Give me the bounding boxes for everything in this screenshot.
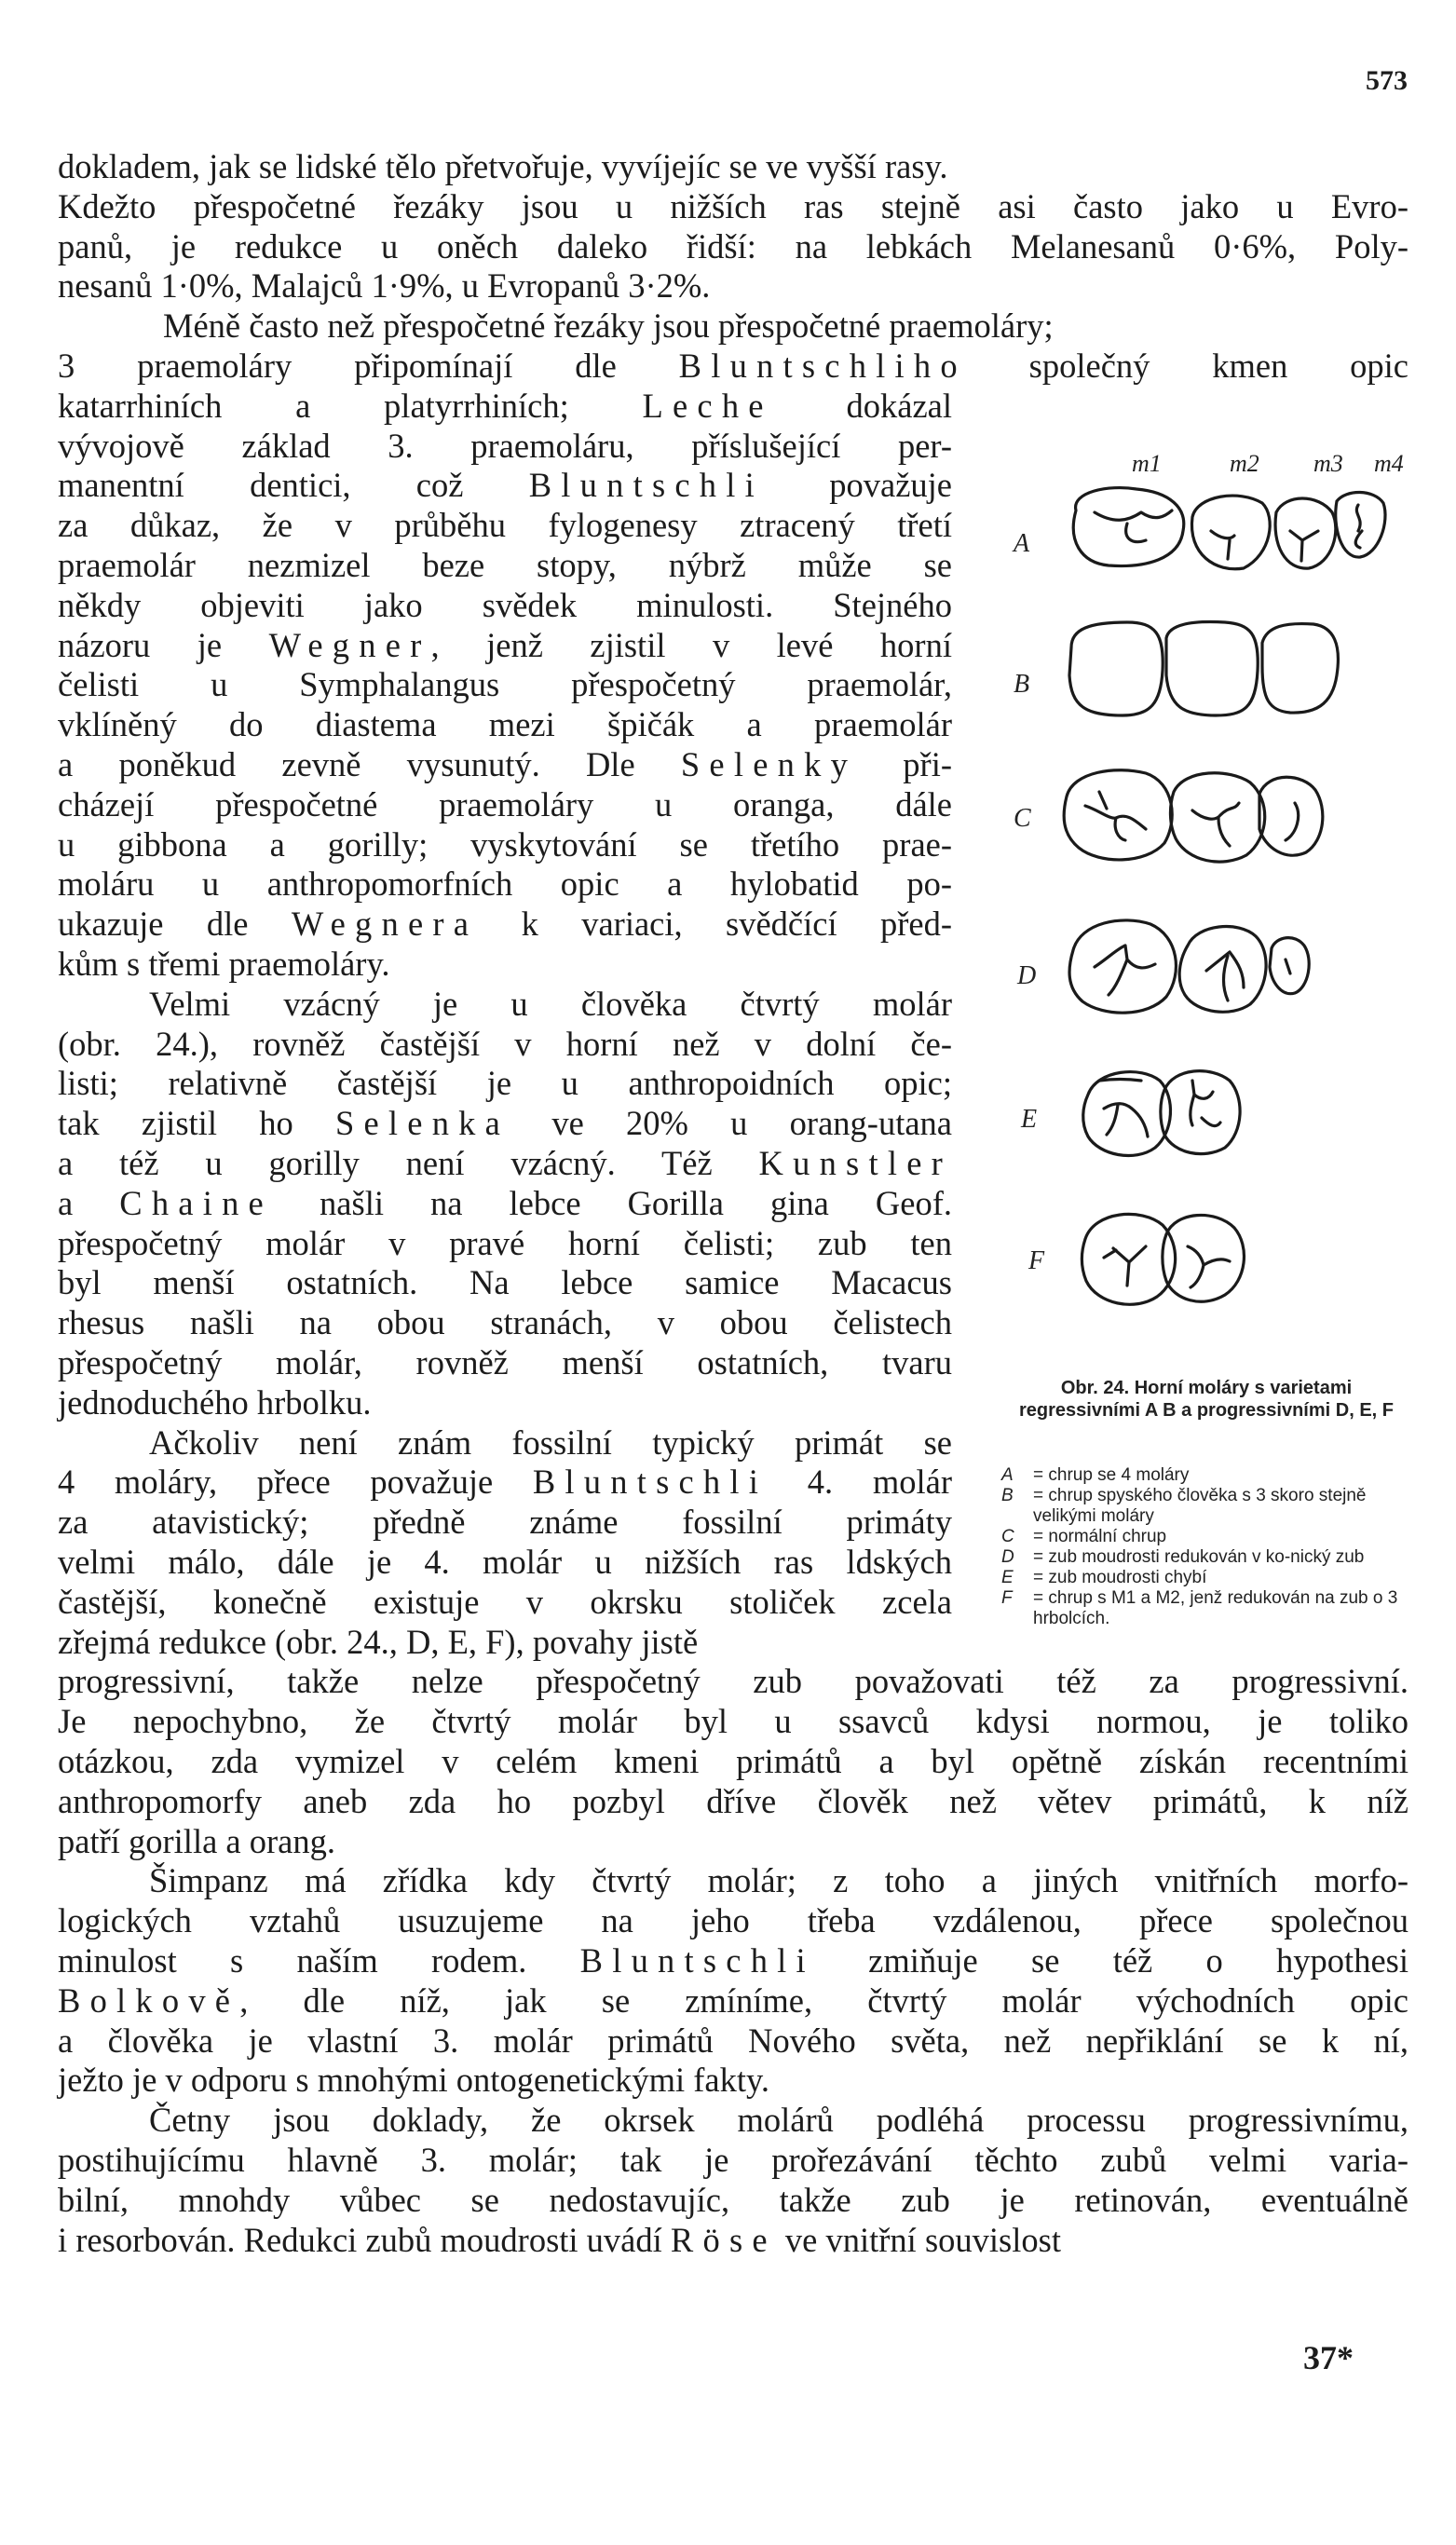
figure-legend [1001,1465,1411,1629]
text-line: jednoduchého hrbolku. [58,1382,372,1422]
text-line: minulost s naším rodem. Bluntschli zmiňuje se též o hypothesi [58,1941,1408,1980]
row-F-teeth [1082,1214,1244,1304]
legend-key: C [1001,1527,1014,1546]
text-line: 4 moláry, přece považuje Bluntschli 4. molár [58,1463,952,1502]
page-number: 573 [1366,65,1408,96]
row-label-D: D [1017,961,1037,990]
text-line: cházejí přespočetné praemoláry u oranga, dále [58,784,952,823]
legend-key: A [1001,1465,1014,1485]
text-line: čelisti u Symphalangus přespočetný praemolár, [58,665,952,704]
text-line: i resorbován. Redukci zubů moudrosti uvádí Röse ve vnitřní souvislost [58,2220,1061,2259]
row-E-teeth [1083,1071,1240,1156]
text-line: ježto je v odporu s mnohými ontogenetickými fakty. [58,2061,769,2100]
text-line: praemolár nezmizel beze stopy, nýbrž může se [58,546,952,584]
legend-item [1001,1588,1411,1629]
text-line: katarrhiních a platyrrhiních; Leche dokázal [58,386,952,425]
text-line: byl menší ostatních. Na lebce samice Macacus [58,1263,952,1302]
legend-item [1001,1486,1411,1527]
row-label-B: B [1014,670,1030,699]
text-line: Ačkoliv není znám fossilní typický primát se [149,1422,952,1462]
legend-text: = zub moudrosti chybí [1033,1568,1207,1587]
legend-text: = chrup se 4 moláry [1033,1465,1190,1485]
row-label-F: F [1028,1246,1045,1275]
row-A-teeth [1073,488,1385,569]
molar-label-m1: m1 [1132,450,1162,477]
text-line: názoru je Wegner, jenž zjistil v levé horní [58,625,952,664]
text-line: Méně často než přespočetné řezáky jsou přespočetné praemoláry; [163,306,1054,346]
row-D-teeth [1069,920,1309,1013]
text-line: rhesus našli na obou stranách, v obou čelistech [58,1303,952,1342]
text-line: za atavistický; předně známe fossilní primáty [58,1503,952,1542]
legend-text: = normální chrup [1033,1527,1167,1546]
text-line: patří gorilla a orang. [58,1821,335,1860]
row-B-teeth [1069,622,1338,715]
text-line: ukazuje dle Wegnera k variaci, svědčící před- [58,905,952,944]
text-line: bilní, mnohdy vůbec se nedostavujíc, takže zub je retinován, eventuálně [58,2180,1408,2219]
text-line: (obr. 24.), rovněž častější v horní než v dolní če- [58,1024,952,1063]
text-line: progressivní, takže nelze přespočetný zub považovati též za progressivní. [58,1662,1408,1701]
text-line: vývojově základ 3. praemoláru, příslušející per- [58,426,952,465]
text-line: a též u gorilly není vzácný. Též Kunstler [58,1144,952,1182]
text-line: u gibbona a gorilly; vyskytování se třetího prae- [58,824,952,864]
legend-text: = chrup spyského člověka s 3 skoro stejně velikými moláry [1033,1486,1367,1526]
figure-caption [1001,1377,1411,1422]
text-line: přespočetný molár v pravé horní čelisti; zub ten [58,1223,952,1262]
molar-label-m4: m4 [1374,450,1404,477]
text-line: otázkou, zda vymizel v celém kmeni primátů a byl opětně získán recentními [58,1742,1408,1780]
text-line: manentní dentici, což Bluntschli považuje [58,466,952,505]
text-line: moláru u anthropomorfních opic a hylobatid po- [58,864,952,904]
text-line: kům s třemi praemoláry. [58,945,390,983]
legend-item [1001,1568,1411,1588]
text-line: a Chaine našli na lebce Gorilla gina Geof. [58,1183,953,1222]
legend-key: F [1001,1588,1013,1608]
row-label-C: C [1014,804,1031,833]
text-line: 3 praemoláry připomínají dle Bluntschliho společný kmen opic [58,347,1409,385]
text-line: vklíněný do diastema mezi špičák a praemolár [58,705,952,744]
text-line: Četny jsou doklady, že okrsek molárů podléhá processu progressivnímu, [149,2101,1408,2140]
legend-key: B [1001,1486,1014,1505]
text-line: Velmi vzácný je u člověka čtvrtý molár [149,984,952,1023]
row-label-E: E [1021,1105,1038,1134]
legend-key: D [1001,1547,1014,1567]
figure-24 [1006,438,1435,1388]
text-line: nesanů 1·0%, Malajců 1·9%, u Evropanů 3·2%. [58,266,711,306]
text-line: Šimpanz má zřídka kdy čtvrtý molár; z toho a jiných vnitřních morfo- [149,1861,1408,1900]
text-line: zřejmá redukce (obr. 24., D, E, F), povahy jistě [58,1622,699,1661]
text-line: listi; relativně častější je u anthropoidních opic; [58,1064,952,1103]
molar-drawings [1006,438,1435,1388]
text-line: anthropomorfy aneb zda ho pozbyl dříve člověk než větev primátů, k níž [58,1781,1408,1820]
molar-label-m3: m3 [1313,450,1343,477]
text-line: postihujícímu hlavně 3. molár; tak je prořezávání těchto zubů velmi varia- [58,2141,1408,2179]
legend-text: = chrup s M1 a M2, jenž redukován na zub o 3 hrbolcích. [1033,1588,1398,1628]
legend-item [1001,1527,1411,1547]
text-line: a člověka je vlastní 3. molár primátů Nového světa, než nepřiklání se k ní, [58,2021,1408,2060]
text-line: a poněkud zevně vysunutý. Dle Selenky při- [58,745,952,783]
figure-caption-title: Obr. 24. Horní moláry s varietami regressivními A B a progressivními D, E, F [1019,1378,1394,1421]
legend-item [1001,1465,1411,1486]
text-line: za důkaz, že v průběhu fylogenesy ztracený třetí [58,506,952,545]
text-line: logických vztahů usuzujeme na jeho třeba vzdálenou, přece společnou [58,1901,1408,1940]
text-line: tak zjistil ho Selenka ve 20% u orang-utana [58,1104,952,1143]
text-line: častější, konečně existuje v okrsku stoliček zcela [58,1582,952,1621]
text-line: někdy objeviti jako svědek minulosti. Stejného [58,585,952,624]
text-line: Bolkově, dle níž, jak se zmíníme, čtvrtý molár východních opic [58,1980,1408,2020]
signature-mark: 37* [1303,2339,1354,2376]
row-C-teeth [1064,770,1323,862]
text-line: Je nepochybno, že čtvrtý molár byl u ssavců kdysi normou, je toliko [58,1702,1408,1741]
legend-key: E [1001,1568,1014,1587]
text-line: dokladem, jak se lidské tělo přetvořuje, vyvíjejíc se ve vyšší rasy. [58,147,948,185]
legend-item [1001,1547,1411,1568]
text-line: přespočetný molár, rovněž menší ostatních, tvaru [58,1343,952,1381]
molar-label-m2: m2 [1230,450,1259,477]
legend-text: = zub moudrosti redukován v ko-nický zub [1033,1547,1365,1567]
text-line: Kdežto přespočetné řezáky jsou u nižších ras stejně asi často jako u Evro- [58,186,1408,225]
text-line: panů, je redukce u oněch daleko řidší: na lebkách Melanesanů 0·6%, Poly- [58,226,1408,265]
row-label-A: A [1014,529,1030,558]
text-line: velmi málo, dále je 4. molár u nižších ras ldských [58,1543,952,1581]
